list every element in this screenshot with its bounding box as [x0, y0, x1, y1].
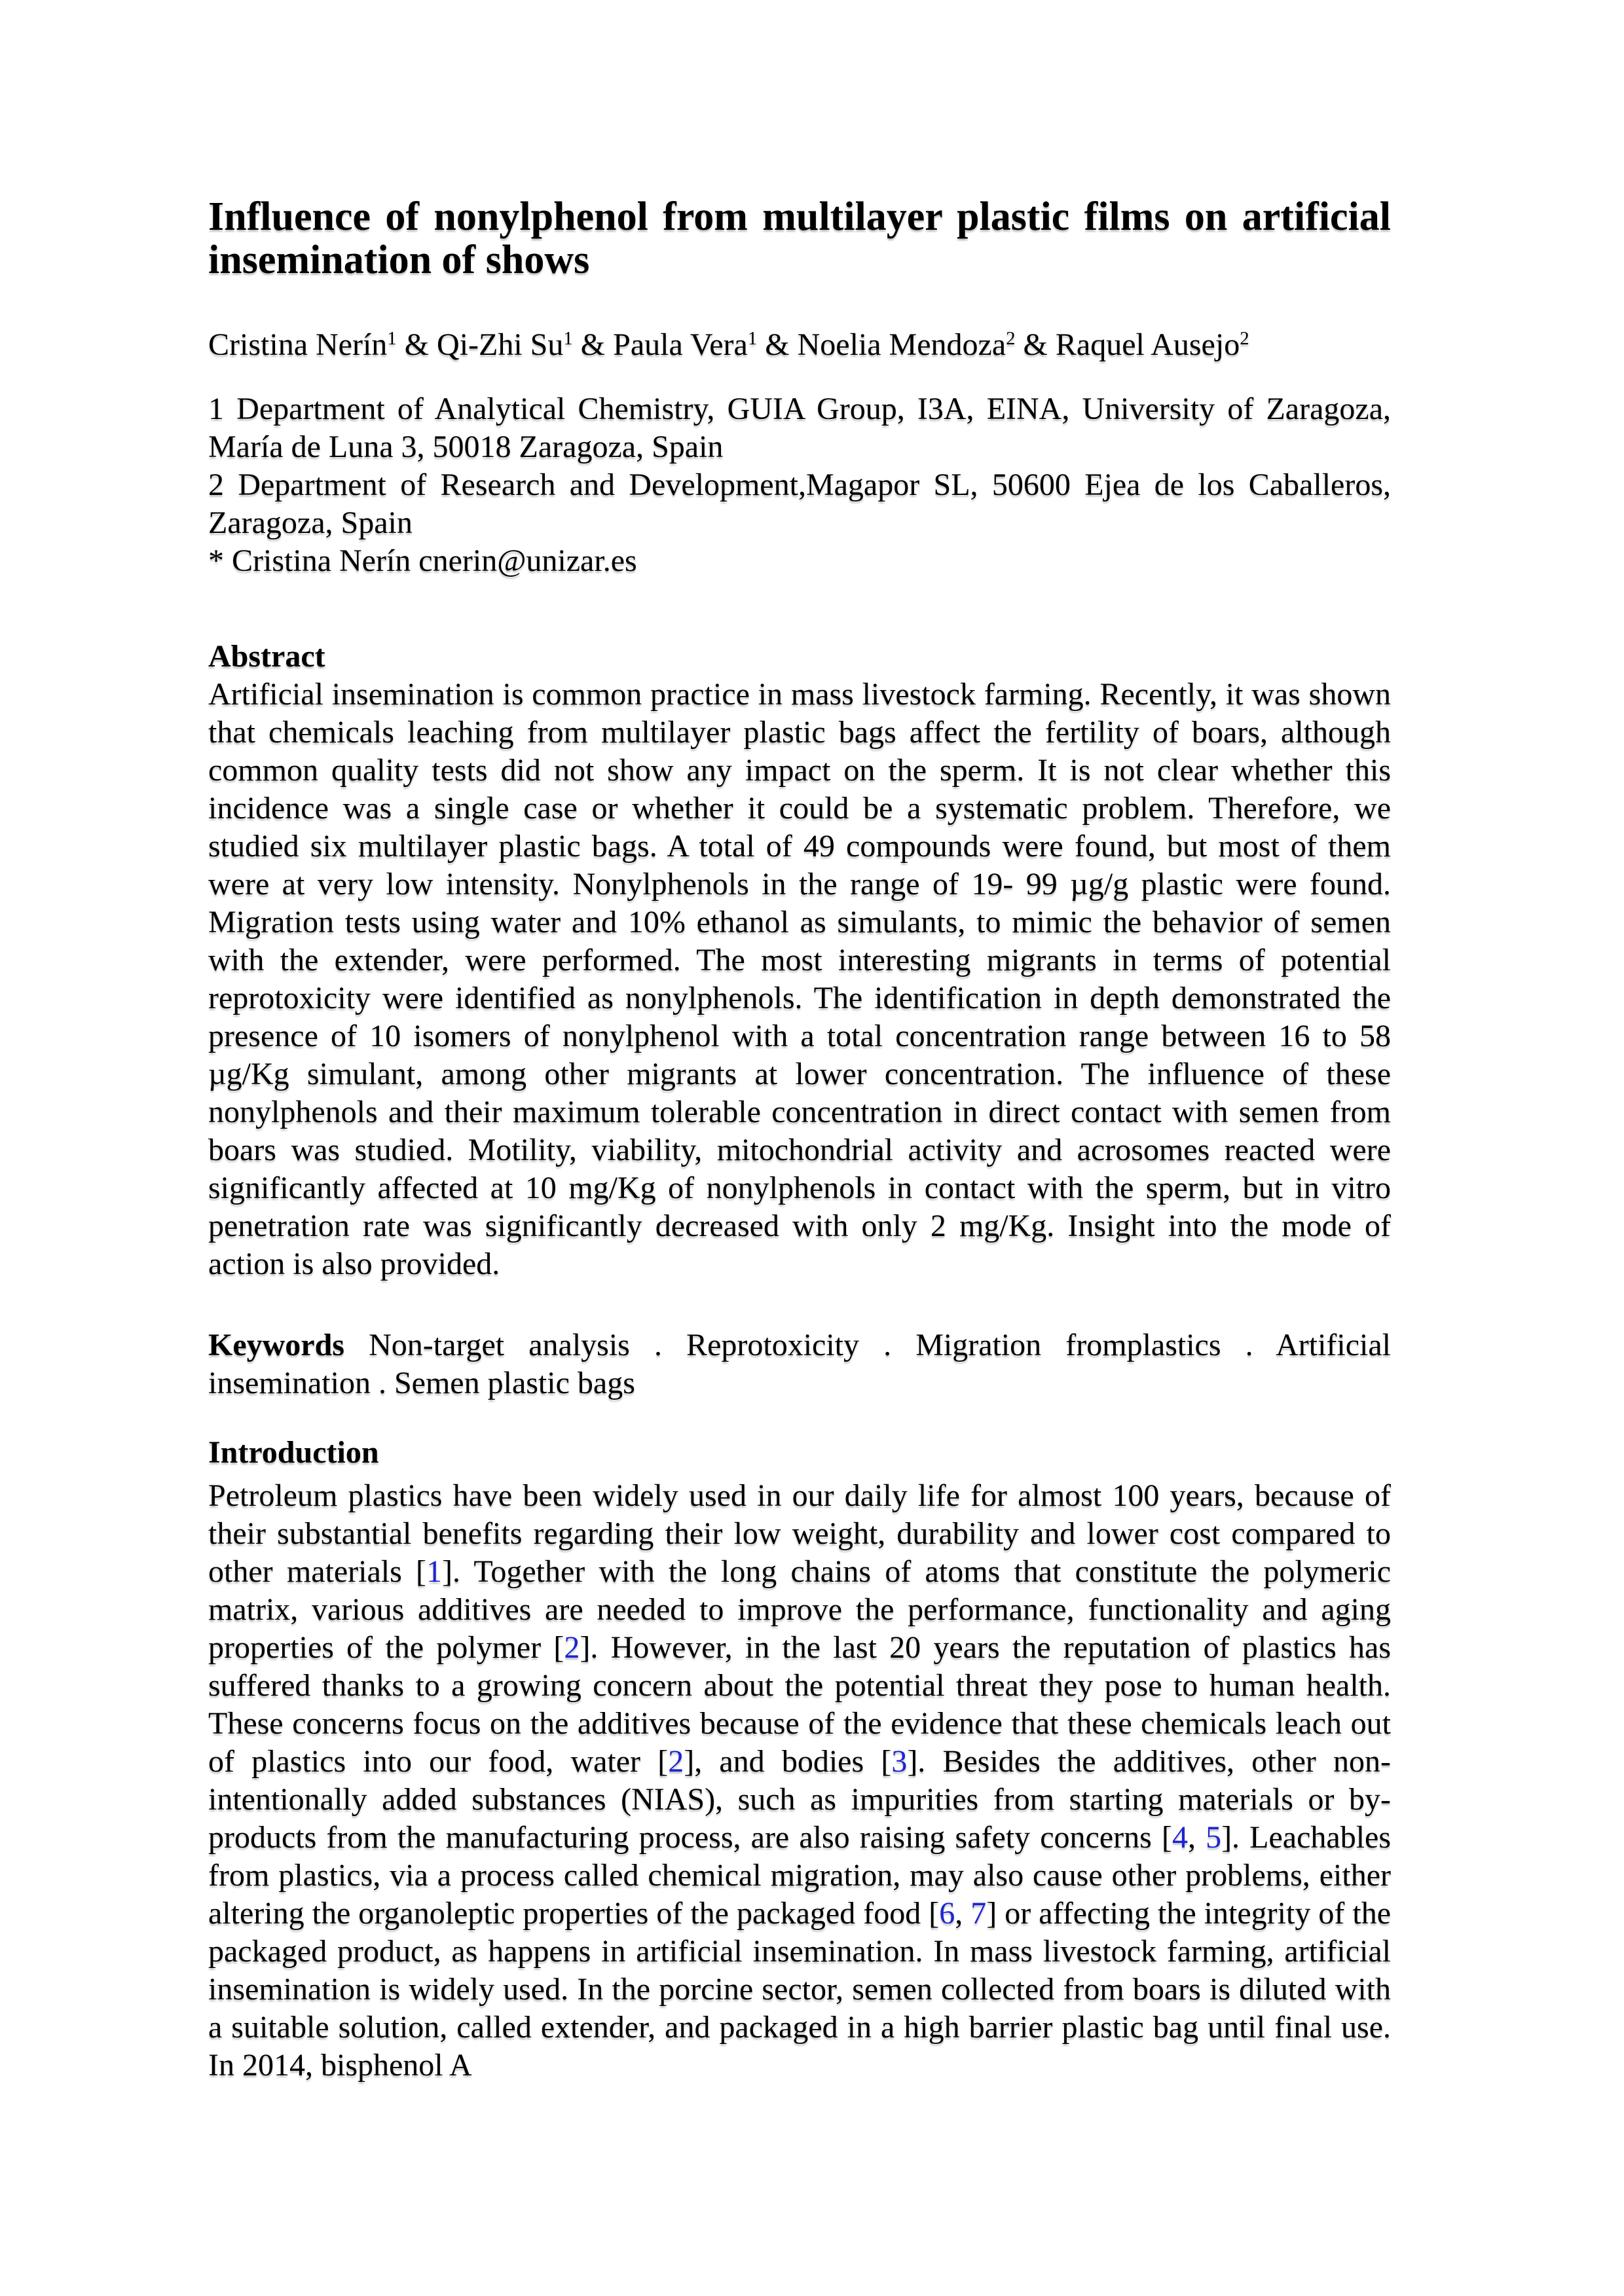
keywords-line	[208, 1326, 1391, 1402]
citation-link[interactable]: 1	[426, 1554, 442, 1589]
text-run: ]. Together with the long chains of atoms that constitute the polymeric matrix, various additives are needed to improve the performance, functionality and aging properties of the polymer [	[208, 1554, 1391, 1665]
author-name: Raquel Ausejo	[1055, 327, 1240, 362]
citation-link[interactable]: 3	[891, 1744, 908, 1779]
text-run: ,	[955, 1896, 971, 1931]
affiliation-2: 2 Department of Research and Development,Magapor SL, 50600 Ejea de los Caballeros, Zaragoza, Spain	[208, 467, 1391, 540]
author-name: Noelia Mendoza	[797, 327, 1006, 362]
author-affiliation-ref: 2	[1006, 328, 1016, 350]
affiliations-block	[208, 390, 1391, 580]
introduction-text	[208, 1477, 1391, 2085]
paper-title: Influence of nonylphenol from multilayer plastic films on artificial insemination of shows	[208, 194, 1391, 282]
author-name: Paula Vera	[613, 327, 748, 362]
text-run: ]. However, in the last 20 years the reputation of plastics has suffered thanks to a growing concern about the potential threat they pose to human health. These concerns focus on the additives because of the evidence that these chemicals leach out of plastics into our food, water [	[208, 1630, 1392, 1779]
introduction-heading: Introduction	[208, 1435, 379, 1470]
keywords-label: Keywords	[208, 1328, 344, 1362]
text-run: Petroleum plastics have been widely used in our daily life for almost 100 years, because of their substantial benefits regarding their low weight, durability and lower cost compared to other materials [	[208, 1478, 1391, 1589]
citation-link[interactable]: 7	[970, 1896, 987, 1931]
citation-link[interactable]: 2	[564, 1630, 580, 1665]
author-affiliation-ref: 2	[1240, 328, 1249, 350]
text-run: ]. Besides the additives, other non-intentionally added substances (NIAS), such as impurities from starting materials or by-products from the manufacturing process, are also raising safety concerns [	[208, 1744, 1392, 1855]
text-run: ], and bodies [	[684, 1744, 892, 1779]
abstract-heading: Abstract	[208, 639, 325, 674]
correspondence-line: * Cristina Nerín cnerin@unizar.es	[208, 543, 637, 578]
author-name: Cristina Nerín	[208, 327, 388, 362]
citation-link[interactable]: 5	[1206, 1820, 1222, 1855]
author-affiliation-ref: 1	[747, 328, 758, 350]
abstract-text: Artificial insemination is common practice in mass livestock farming. Recently, it was shown that chemicals leaching from multilayer plastic bags affect the fertility of boars, although common quality tests did not show any impact on the sperm. It is not clear whether this incidence was a single case or whether it could be a systematic problem. Therefore, we studied six multilayer plastic bags. A total of 49 compounds were found, but most of them were at very low intensity. Nonylphenols in the range of 19- 99 µg/g plastic were found. Migration tests using water and 10% ethanol as simulants, to mimic the behavior of semen with the extender, were performed. The most interesting migrants in terms of potential reprotoxicity were identified as nonylphenols. The identification in depth demonstrated the presence of 10 isomers of nonylphenol with a total concentration range between 16 to 58 µg/Kg simulant, among other migrants at lower concentration. The influence of these nonylphenols and their maximum tolerable concentration in direct contact with semen from boars was studied. Motility, viability, mitochondrial activity and acrosomes reacted were significantly affected at 10 mg/Kg of nonylphenols in contact with the sperm, but in vitro penetration rate was significantly decreased with only 2 mg/Kg. Insight into the mode of action is also provided.	[208, 677, 1391, 1281]
text-run: ] or affecting the integrity of the packaged product, as happens in artificial insemination. In mass livestock farming, artificial insemination is widely used. In the porcine sector, semen collected from boars is diluted with a suitable solution, called extender, and packaged in a high barrier plastic bag until final use. In 2014, bisphenol A	[208, 1896, 1391, 2083]
author-affiliation-ref: 1	[563, 328, 573, 350]
author-line: Cristina Nerín$^1$ & Qi-Zhi Su$^1$ & Paula Vera$^1$ & Noelia Mendoza$^2$ & Raquel Ausejo$^2$	[208, 327, 1249, 362]
citation-link[interactable]: 2	[668, 1744, 684, 1779]
keywords-text: Non-target analysis . Reprotoxicity . Migration fromplastics . Artificial insemination . Semen plastic bags	[208, 1328, 1391, 1400]
text-run: ]. Leachables from plastics, via a process called chemical migration, may also cause other problems, either altering the organoleptic properties of the packaged food [	[208, 1820, 1392, 1931]
affiliation-1: 1 Department of Analytical Chemistry, GUIA Group, I3A, EINA, University of Zaragoza, María de Luna 3, 50018 Zaragoza, Spain	[208, 392, 1391, 464]
citation-link[interactable]: 4	[1172, 1820, 1188, 1855]
citation-link[interactable]: 6	[939, 1896, 955, 1931]
author-affiliation-ref: 1	[387, 328, 397, 350]
author-name: Qi-Zhi Su	[437, 327, 564, 362]
text-run: ,	[1187, 1820, 1206, 1855]
